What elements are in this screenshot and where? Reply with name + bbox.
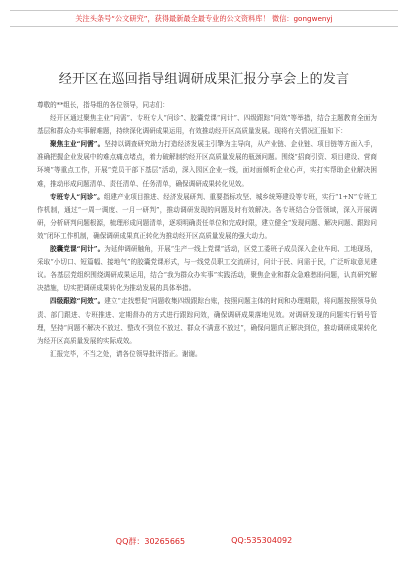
top-banner: [10, 10, 398, 27]
footer-qq-group: QQ群：30265665: [115, 537, 186, 546]
document-title: 经开区在巡回指导组调研成果汇报分享会上的发言: [58, 72, 350, 87]
paragraph-lead: 聚焦主业“问需”。: [50, 140, 105, 149]
paragraph-section-4: [37, 295, 377, 347]
paragraph-lead: 四级跟踪“问效”。: [50, 297, 105, 306]
banner-text: 关注头条号“公文研究”，获得最新最全最专业的公文资料库！ 微信：gongwenyj: [75, 13, 333, 23]
footer-qq: QQ:535304092: [231, 536, 293, 545]
paragraph-text: 为延伸调研触角，开展“生产一线上党课”活动，区党工委班子成员深入企业车间、工地现场，采取“小切口、短篇幅、接地气”的胶囊党课形式，与一线党员职工交流研讨，问计于民、问需于民，广泛听取意见建议。各基层党组织围绕调研成果运用，结合“我为群众办实事”实践活动，聚焦企业和群众急难愁盼问题，认真研究解决措施，切实把调研成果转化为推动发展的具体举措。: [37, 245, 377, 293]
paragraph-text: 建立“走找想促”问题收集四级跟踪台账，按照问题主体的时间和办理期限，将问题按照领导负责、部门跟进、专班推进、定期督办的方式进行跟踪问效，确保调研成果落地见效。对调研发现的问题实行销号管理，坚持“问题不解决不放过、整改不到位不放过、群众不满意不放过”，确保问题真正解决到位，推动调研成果转化为经开区高质量发展的实际成效。: [37, 297, 377, 345]
closing: 汇报完毕，不当之处，请各位领导批评指正。谢谢。: [50, 349, 202, 358]
paragraph-lead: 专班专人“问诊”。: [50, 192, 104, 201]
paragraph-section-2: [37, 191, 377, 243]
paragraph-text: 组建产业项目推进、经济发展研判、重要指标攻坚、城乡统筹建设等专班，实行“1+N”专班工作机制，通过“一周一调度、一月一研判”，推动调研发现的问题及时有效解决。各专班结合分管领域，深入开展调研，分析研判问题根源，梳理形成问题清单，逐项明确责任单位和完成时限，建立健全“发现问题、解决问题、跟踪问效”闭环工作机制，确保调研成果真正转化为推动经开区高质量发展的强大动力。: [37, 192, 377, 240]
paragraph-text: 经开区通过聚焦主业“问需”、专班专人“问诊”、胶囊党课“问计”、四级跟踪“问效”等举措，结合主题教育全面为基层和群众办实事解难题，持续深化调研成果运用，有效推动经开区高质量发展。现将有关情况汇报如下：: [37, 114, 377, 136]
footer-contacts: [0, 536, 408, 550]
paragraph-section-3: [37, 243, 377, 295]
paragraph-intro: [37, 112, 377, 138]
paragraph-section-1: [37, 138, 377, 190]
paragraph-lead: 胶囊党课“问计”。: [50, 245, 105, 254]
paragraph-text: 坚持以调查研究助力打造经济发展主引擎为主导向，从产业链、企业链、项目链等方面入手，准确把握企业发展中的难点痛点堵点，着力破解制约经开区高质量发展的瓶颈问题。围绕“招商引资、项目建设、营商环境”等重点工作，开展“党员干部下基层”活动，深入园区企业一线，面对面倾听企业心声，实打实帮助企业解决困难，推动形成问题清单、责任清单、任务清单，确保调研成果转化见效。: [37, 140, 377, 188]
greeting: 尊敬的**组长，指导组的各位领导，同志们：: [37, 101, 169, 109]
document-body: [37, 99, 377, 361]
